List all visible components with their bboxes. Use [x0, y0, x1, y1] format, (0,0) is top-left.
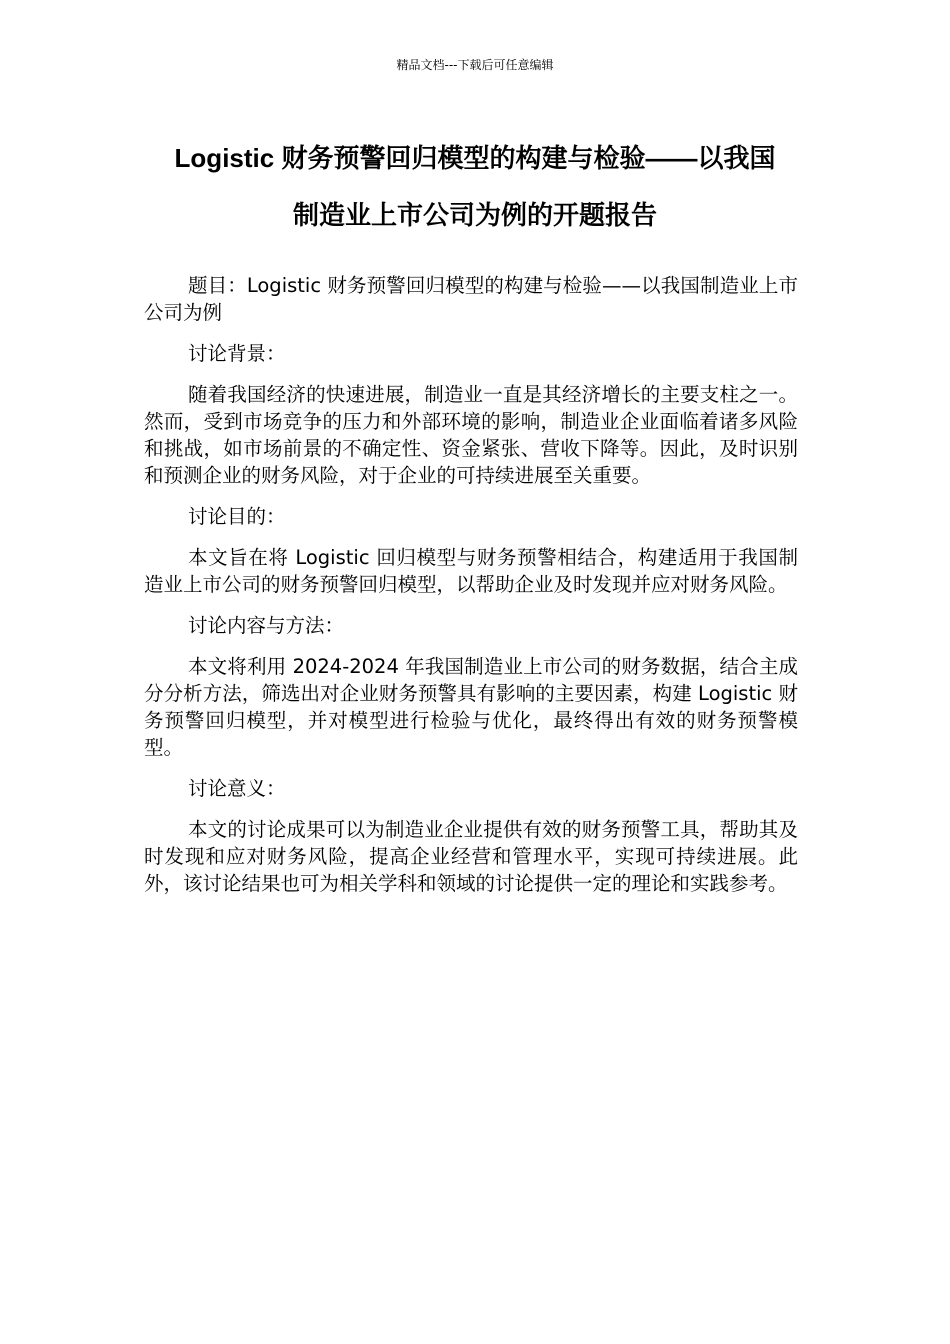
background-paragraph: 随着我国经济的快速进展，制造业一直是其经济增长的主要支柱之一。然而，受到市场竞争的压力和外部环境的影响，制造业企业面临着诸多风险和挑战，如市场前景的不确定性、资金紧张、营收下降等。因此，及时识别和预测企业的财务风险，对于企业的可持续进展至关重要。	[144, 383, 798, 487]
title-line-1: Logistic 财务预警回归模型的构建与检验——以我国	[174, 143, 776, 173]
document-title	[140, 130, 810, 244]
method-heading: 讨论内容与方法：	[188, 614, 345, 637]
topic-paragraph: 题目：Logistic 财务预警回归模型的构建与检验——以我国制造业上市公司为例	[144, 274, 798, 324]
purpose-heading: 讨论目的：	[188, 505, 286, 528]
background-heading: 讨论背景：	[188, 342, 286, 365]
document-body	[144, 272, 798, 911]
significance-paragraph: 本文的讨论成果可以为制造业企业提供有效的财务预警工具，帮助其及时发现和应对财务风险，提高企业经营和管理水平，实现可持续进展。此外，该讨论结果也可为相关学科和领域的讨论提供一定的理论和实践参考。	[144, 818, 798, 895]
significance-heading: 讨论意义：	[188, 777, 286, 800]
purpose-paragraph: 本文旨在将 Logistic 回归模型与财务预警相结合，构建适用于我国制造业上市公司的财务预警回归模型，以帮助企业及时发现并应对财务风险。	[144, 546, 798, 596]
method-paragraph: 本文将利用 2024-2024 年我国制造业上市公司的财务数据，结合主成分分析方法，筛选出对企业财务预警具有影响的主要因素，构建 Logistic 财务预警回归模型，并对模型进行检验与优化，最终得出有效的财务预警模型。	[144, 655, 798, 759]
header-note: 精品文档---下载后可任意编辑	[396, 58, 554, 72]
title-line-2: 制造业上市公司为例的开题报告	[292, 200, 657, 230]
